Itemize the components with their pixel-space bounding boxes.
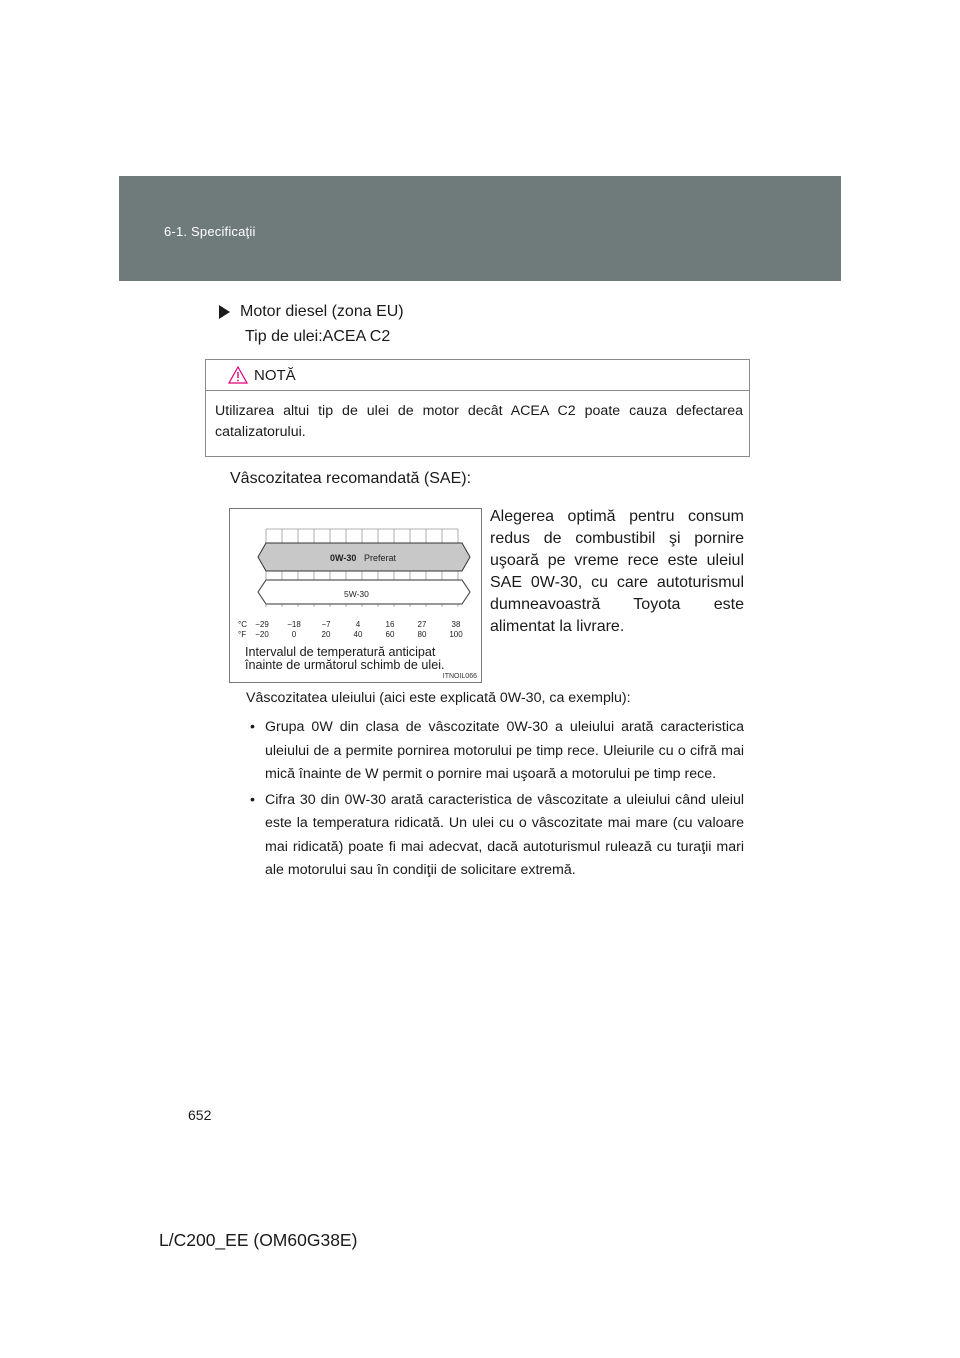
bar1-grade-label: 0W-30 bbox=[330, 553, 357, 563]
celsius-tick: 4 bbox=[355, 620, 361, 629]
list-item bbox=[250, 789, 744, 883]
celsius-tick: −18 bbox=[287, 620, 301, 629]
note-box bbox=[205, 359, 750, 457]
fahrenheit-unit: °F bbox=[238, 630, 247, 639]
bar1-tag-label: Preferat bbox=[364, 553, 397, 563]
header-band bbox=[119, 176, 841, 281]
celsius-tick: 16 bbox=[385, 620, 395, 629]
note-title: NOTĂ bbox=[254, 367, 296, 384]
bullet-symbol: • bbox=[250, 791, 255, 808]
document-code: L/C200_EE (OM60G38E) bbox=[159, 1230, 358, 1250]
triangle-marker-icon bbox=[219, 305, 230, 319]
explanation-intro: Vâscozitatea uleiului (aici este explicată 0W-30, ca exemplu): bbox=[246, 690, 631, 706]
fahrenheit-tick: −20 bbox=[255, 630, 269, 639]
note-header bbox=[206, 360, 749, 391]
celsius-ticks bbox=[255, 620, 461, 629]
list-item-text: Grupa 0W din clasa de vâscozitate 0W-30 a uleiului arată caracteristica uleiului de a permite pornirea motorului pe timp rece. Uleiurile cu o cifră mai mică înainte de W permit o pornire mai uşoară a motorului pe timp rece. bbox=[265, 719, 744, 782]
note-text: Utilizarea altui tip de ulei de motor decât ACEA C2 poate cauza defectarea catalizatorului. bbox=[215, 403, 743, 440]
fahrenheit-ticks bbox=[255, 630, 463, 639]
bullet-symbol: • bbox=[250, 719, 255, 735]
fahrenheit-tick: 60 bbox=[385, 630, 395, 639]
diesel-label: Motor diesel (zona EU) bbox=[240, 303, 404, 320]
list-item bbox=[250, 716, 744, 787]
celsius-tick: 38 bbox=[451, 620, 461, 629]
viscosity-heading: Vâscozitatea recomandată (SAE): bbox=[230, 470, 472, 487]
diesel-heading bbox=[219, 303, 404, 321]
chart-caption-line-1: Intervalul de temperatură anticipat bbox=[245, 645, 436, 659]
celsius-unit: °C bbox=[238, 620, 247, 629]
viscosity-chart bbox=[229, 508, 482, 683]
bar2-grade-label: 5W-30 bbox=[344, 589, 369, 599]
celsius-tick: −7 bbox=[321, 620, 331, 629]
section-title: 6-1. Specificaţii bbox=[164, 224, 256, 239]
fahrenheit-tick: 40 bbox=[353, 630, 363, 639]
fahrenheit-tick: 20 bbox=[321, 630, 331, 639]
recommendation-text: Alegerea optimă pentru consum redus de combustibil şi pornire uşoară pe vreme rece este uleiul SAE 0W-30, cu care autoturismul dumneavoastră Toyota este alimentat la livrare. bbox=[490, 508, 744, 635]
chart-caption-line-2: înainte de următorul schimb de ulei. bbox=[245, 658, 445, 672]
list-item-text: Cifra 30 din 0W-30 arată caracteristica de vâscozitate a uleiului când uleiul este la temperatura ridicată. Un ulei cu o vâscozitate mai mare (cu valoare mai ridicată) poate fi mai adecvat, dacă autoturismul rulează cu turaţii mari ale motorului sau în condiţii de solicitare extremă. bbox=[265, 791, 744, 878]
warning-icon bbox=[228, 366, 248, 384]
fahrenheit-tick: 100 bbox=[449, 630, 463, 639]
celsius-tick: 27 bbox=[417, 620, 427, 629]
celsius-tick: −29 bbox=[255, 620, 269, 629]
oil-type: Tip de ulei:ACEA C2 bbox=[245, 328, 391, 345]
chart-code: ITNOIL066 bbox=[442, 673, 477, 680]
fahrenheit-tick: 80 bbox=[417, 630, 427, 639]
fahrenheit-tick: 0 bbox=[291, 630, 297, 639]
explanation-list bbox=[250, 716, 744, 885]
page-number: 652 bbox=[188, 1107, 212, 1123]
